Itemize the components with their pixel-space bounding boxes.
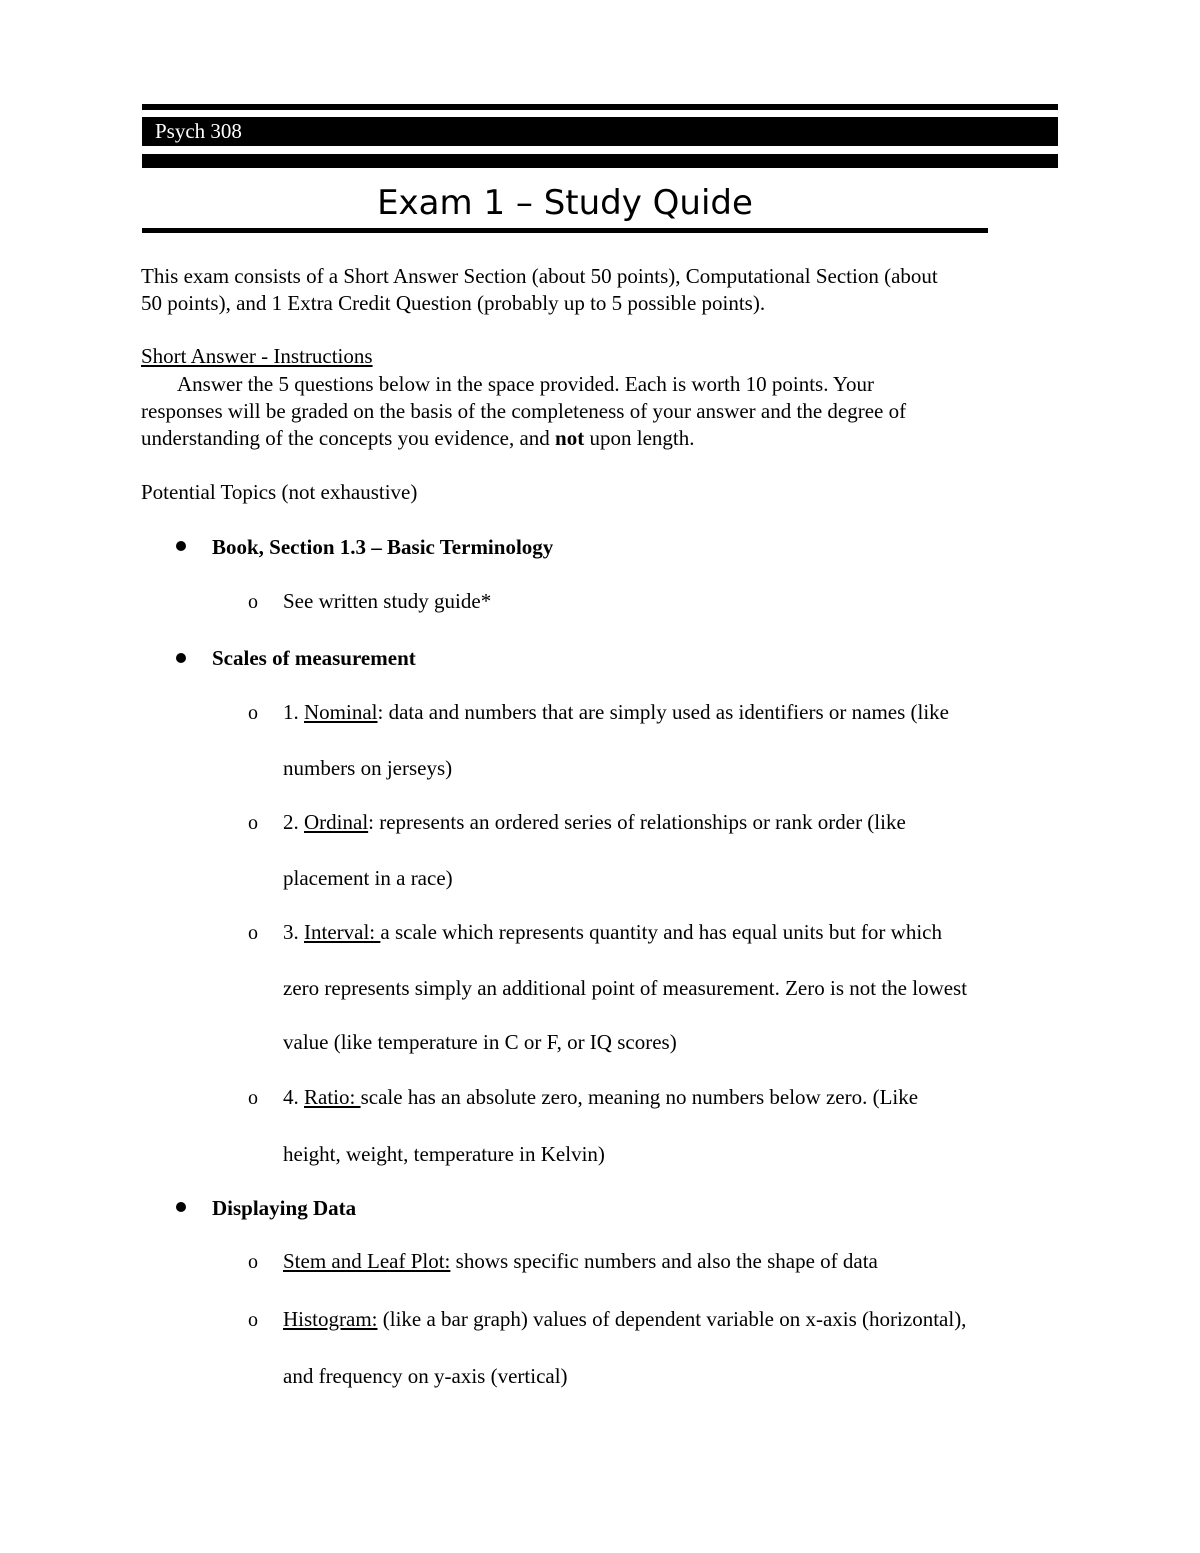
instructions-line-3-start: understanding of the concepts you evidence, and (141, 426, 556, 450)
term-nominal: Nominal (304, 700, 378, 724)
list-item-continuation: value (like temperature in C or F, or IQ scores) (283, 1030, 677, 1054)
section-title-scales: Scales of measurement (212, 646, 416, 670)
item-number: 2. (283, 810, 304, 834)
item-text: : represents an ordered series of relationships or rank order (like (368, 810, 906, 834)
sub-bullet-icon: o (248, 1251, 258, 1273)
term-ordinal: Ordinal (304, 810, 369, 834)
bullet-icon (176, 653, 186, 663)
sub-bullet-icon: o (248, 812, 258, 834)
sub-bullet-icon: o (248, 702, 258, 724)
sub-bullet-icon: o (248, 1087, 258, 1109)
list-item-ratio (283, 1084, 918, 1111)
bullet-icon (176, 541, 186, 551)
header-top-rule (142, 104, 1058, 110)
section-title-terminology: Book, Section 1.3 – Basic Terminology (212, 535, 554, 559)
term-stem-leaf: Stem and Leaf Plot: (283, 1249, 451, 1273)
sub-bullet-icon: o (248, 591, 258, 613)
topics-heading: Potential Topics (not exhaustive) (141, 480, 418, 504)
item-text: : data and numbers that are simply used as identifiers or names (like (377, 700, 950, 724)
instructions-line-3 (141, 425, 694, 452)
list-item-continuation: zero represents simply an additional point of measurement. Zero is not the lowest (283, 976, 968, 1000)
item-number: 1. (283, 700, 304, 724)
sub-bullet-icon: o (248, 922, 258, 944)
item-text: a scale which represents quantity and has equal units but for which (380, 920, 942, 944)
list-item-histogram (283, 1306, 966, 1333)
term-ratio: Ratio: (304, 1085, 361, 1109)
page-title: Exam 1 – Study Quide (377, 183, 753, 223)
item-text: shows specific numbers and also the shape of data (450, 1249, 878, 1273)
list-item: See written study guide* (283, 589, 492, 613)
bullet-icon (176, 1202, 186, 1212)
item-text: scale has an absolute zero, meaning no numbers below zero. (Like (360, 1085, 919, 1109)
instructions-line-3-end: upon length. (584, 426, 695, 450)
instructions-line-2: responses will be graded on the basis of the completeness of your answer and the degree of (141, 399, 907, 423)
course-name: Psych 308 (142, 117, 1058, 146)
term-interval: Interval: (304, 920, 381, 944)
list-item-ordinal (283, 809, 906, 836)
item-number: 4. (283, 1085, 304, 1109)
list-item-continuation: height, weight, temperature in Kelvin) (283, 1142, 605, 1166)
item-number: 3. (283, 920, 304, 944)
item-text: (like a bar graph) values of dependent variable on x-axis (horizontal), (377, 1307, 967, 1331)
intro-line-2: 50 points), and 1 Extra Credit Question (probably up to 5 possible points). (141, 291, 766, 315)
list-item-interval (283, 919, 942, 946)
instructions-line-1: Answer the 5 questions below in the space provided. Each is worth 10 points. Your (177, 372, 874, 396)
list-item-stem-leaf (283, 1248, 878, 1275)
intro-line-1: This exam consists of a Short Answer Section (about 50 points), Computational Section (about (141, 264, 938, 288)
section-title-displaying-data: Displaying Data (212, 1196, 357, 1220)
list-item-continuation: placement in a race) (283, 866, 453, 890)
term-histogram: Histogram: (283, 1307, 378, 1331)
list-item-nominal (283, 699, 949, 726)
instructions-emphasis: not (555, 426, 585, 450)
list-item-continuation: numbers on jerseys) (283, 756, 453, 780)
title-rule (142, 228, 988, 233)
short-answer-heading: Short Answer - Instructions (141, 344, 373, 368)
header-bottom-rule (142, 154, 1058, 168)
list-item-continuation: and frequency on y-axis (vertical) (283, 1364, 568, 1388)
sub-bullet-icon: o (248, 1309, 258, 1331)
